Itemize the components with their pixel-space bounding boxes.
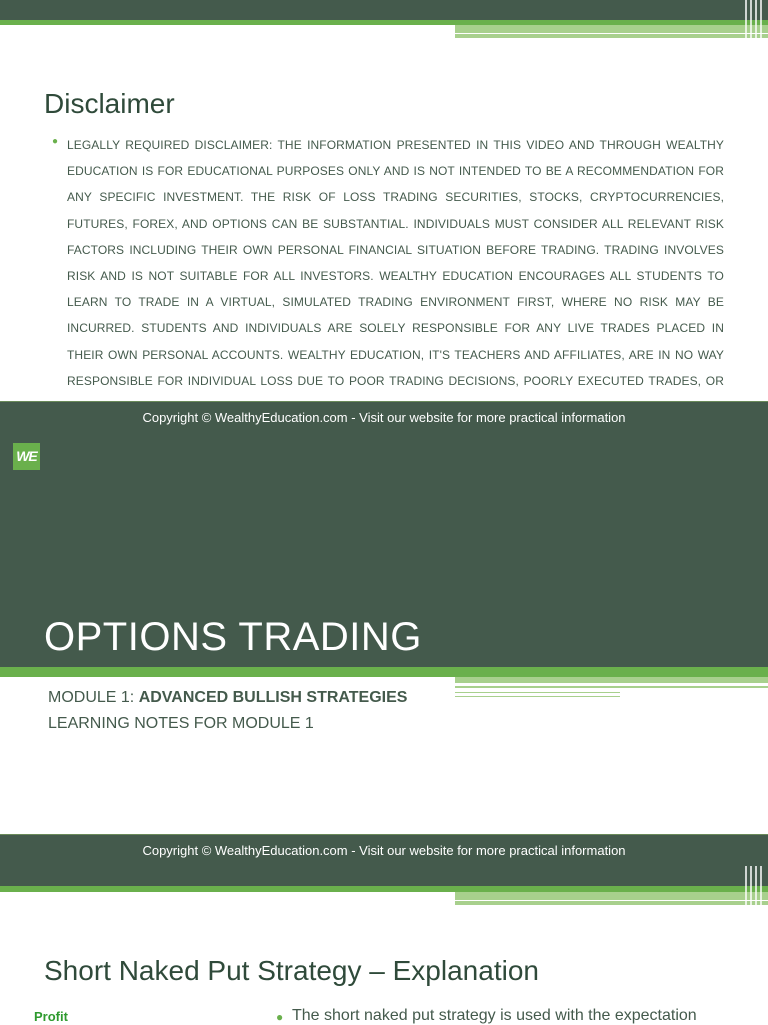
- module-subtitle: [48, 689, 407, 707]
- explanation-bullet-text: The short naked put strategy is used with the expectation: [292, 1007, 697, 1024]
- corner-stripes-decoration: [742, 866, 768, 906]
- title-accent-light: [455, 677, 768, 683]
- page-title-disclaimer: Disclaimer: [44, 88, 175, 119]
- module-prefix: MODULE 1:: [48, 689, 139, 706]
- header-accent-light: [455, 25, 768, 33]
- header-band: [0, 866, 768, 886]
- title-accent-line: [455, 696, 620, 697]
- header-accent-line: [455, 34, 768, 38]
- disclaimer-text: LEGALLY REQUIRED DISCLAIMER: THE INFORMATION PRESENTED IN THIS VIDEO AND THROUGH WEALTHY EDUCATION IS FOR EDUCATIONAL PURPOSES ONLY AND IS NOT INTENDED TO BE A RECOMMENDATION FOR ANY SPECIFIC INVESTMENT. THE RISK OF LOSS TRADING SECURITIES, STOCKS, CRYPTOCURRENCIES, FUTURES, FOREX, AND OPTIONS CAN BE SUBSTANTIAL. INDIVIDUALS MUST CONSIDER ALL RELEVANT RISK FACTORS INCLUDING THEIR OWN PERSONAL FINANCIAL SITUATION BEFORE TRADING. TRADING INVOLVES RISK AND IS NOT SUITABLE FOR ALL INVESTORS. WEALTHY EDUCATION ENCOURAGES ALL STUDENTS TO LEARN TO TRADE IN A VIRTUAL, SIMULATED TRADING ENVIRONMENT FIRST, WHERE NO RISK MAY BE INCURRED. STUDENTS AND INDIVIDUALS ARE SOLELY RESPONSIBLE FOR ANY LIVE TRADES PLACED IN THEIR OWN PERSONAL ACCOUNTS. WEALTHY EDUCATION, IT'S TEACHERS AND AFFILIATES, ARE IN NO WAY RESPONSIBLE FOR INDIVIDUAL LOSS DUE TO POOR TRADING DECISIONS, POORLY EXECUTED TRADES, OR: [67, 138, 724, 388]
- bullet-icon: ●: [52, 136, 59, 147]
- header-accent-light: [455, 892, 768, 900]
- copyright-footer: Copyright © WealthyEducation.com - Visit our website for more practical information: [0, 834, 768, 867]
- header-accent-line: [455, 901, 768, 905]
- title-accent-stripe: [0, 667, 768, 677]
- title-accent-line: [455, 686, 768, 688]
- corner-stripes-decoration: [742, 0, 768, 38]
- learning-notes-subtitle: LEARNING NOTES FOR MODULE 1: [48, 715, 314, 732]
- wealthy-education-logo: WE: [13, 443, 40, 470]
- title-accent-line: [455, 692, 620, 693]
- course-title: OPTIONS TRADING: [44, 615, 422, 659]
- bullet-icon: ●: [276, 1010, 284, 1024]
- chart-axis-label: Profit: [34, 1009, 68, 1024]
- strategy-title: Short Naked Put Strategy – Explanation: [44, 955, 539, 986]
- header-band: [0, 0, 768, 20]
- module-name: ADVANCED BULLISH STRATEGIES: [138, 689, 408, 706]
- copyright-footer: Copyright © WealthyEducation.com - Visit our website for more practical information: [0, 401, 768, 434]
